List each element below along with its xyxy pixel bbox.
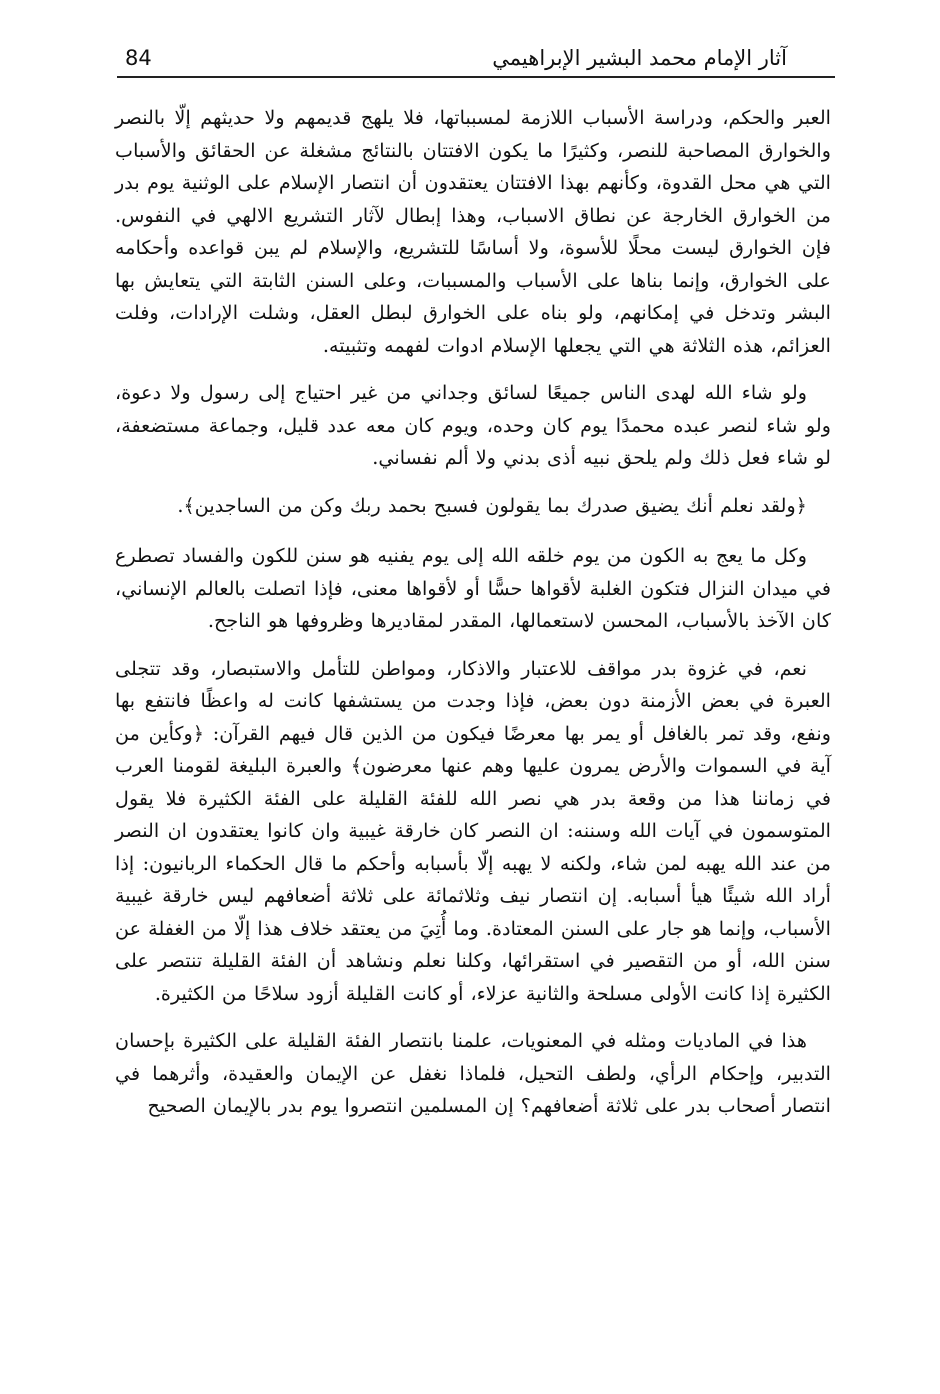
body-text — [115, 102, 831, 1138]
paragraph-5: هذا في الماديات ومثله في المعنويات، علمنا بانتصار الفئة القليلة على الكثيرة بإحسان التدبير، وإحكام الرأي، ولطف التحيل، فلماذا نغفل عن الإيمان والعقيدة، وأثرهما في انتصار أصحاب بدر على ثلاثة أضعافهم؟ إن المسلمين انتصروا يوم بدر بالإيمان الصحيح — [115, 1029, 831, 1117]
page-header — [117, 40, 835, 78]
paragraph-1: العبر والحكم، ودراسة الأسباب اللازمة لمسبباتها، فلا يلهج قديمهم ولا حديثهم إلّا بالنصر والخوارق المصاحبة للنصر، وكثيرًا ما يكون الافتتان بالنتائج مشغلة عن الحقائق والأسباب التي هي محل القدوة، وكأنهم بهذا الافتتان يعتقدون أن انتصار الإسلام على الوثنية يوم بدر من الخوارق الخارجة عن نطاق الاسباب، وهذا إبطال لآثار التشريع الالهي في النفوس. فإن الخوارق ليست محلًا للأسوة، ولا أساسًا للتشريع، والإسلام لم يبن قواعده وأحكامه على الخوارق، وإنما بناها على الأسباب والمسببات، وعلى السنن الثابتة التي يتعايش بها البشر وتدخل في إمكانهم، ولو بناه على الخوارق لبطل العقل، وشلت الإرادات، وفلت العزائم، هذه الثلاثة هي التي يجعلها الإسلام ادوات لفهمه وتثبيته. — [115, 106, 831, 357]
running-title: آثار الإمام محمد البشير الإبراهيمي — [492, 46, 787, 70]
paragraph-3: وكل ما يعج به الكون من يوم خلقه الله إلى يوم يفنيه هو سنن للكون والفساد تصطرع في ميدان النزال فتكون الغلبة لأقواها حسًّا أو لأقواها معنى، فإذا اتصلت بالعالم الإنساني، كان الآخذ بالأسباب، المحسن لاستعمالها، المقدر لمقاديرها وظروفها هو الناجح. — [115, 544, 831, 632]
paragraph-2: ولو شاء الله لهدى الناس جميعًا لسائق وجداني من غير احتياج إلى رسول ولا دعوة، ولو شاء لنصر عبده محمدًا يوم كان وحده، ويوم كان معه عدد قليل، وجماعة مستضعفة، لو شاء فعل ذلك ولم يلحق نبيه أذى بدني ولا ألم نفساني. — [115, 381, 831, 469]
page-number: 84 — [125, 46, 152, 70]
paragraph-4: نعم، في غزوة بدر مواقف للاعتبار والاذكار، ومواطن للتأمل والاستبصار، وقد تتجلى العبرة في بعض الأزمنة دون بعض، فإذا وجدت من يستشفها كانت له واعظًا فانتفع بها ونفع، وقد تمر بالغافل أو يمر بها معرضًا فيكون من الذين قال فيهم القرآن: ﴿وكأين من آية في السموات والأرض يمرون عليها وهم عنها معرضون﴾ والعبرة البليغة لقومنا العرب في زماننا هذا من وقعة بدر هي نصر الله للفئة القليلة على الفئة الكثيرة فلا يقول المتوسمون في آيات الله وسننه: ان النصر كان خارقة غيبية وان كانوا يعتقدون ان النصر من عند الله يهبه لمن شاء، ولكنه لا يهبه إلّا بأسبابه وأحكم ما قال الحكماء الربانيون: إذا أراد الله شيئًا هيأ أسبابه. إن انتصار نيف وثلاثمائة على ثلاثة أضعافهم ليس خارقة غيبية الأسباب، وإنما هو جار على السنن المعتادة. وما أُتِيَ من يعتقد خلاف هذا إلّا من الغفلة عن سنن الله، أو من التقصير في استقرائها، وكلنا نعلم ونشاهد أن الفئة القليلة تنتصر على الكثيرة إذا كانت الأولى مسلحة والثانية عزلاء، أو كانت القليلة أزود سلاحًا من الكثيرة. — [115, 656, 831, 1005]
quran-quote: ﴿ولقد نعلم أنك يضيق صدرك بما يقولون فسبح بحمد ربك وكن من الساجدين﴾. — [177, 493, 807, 517]
